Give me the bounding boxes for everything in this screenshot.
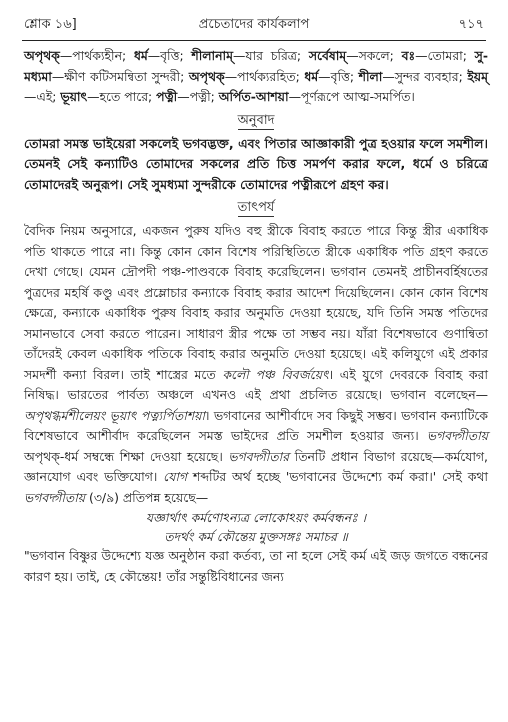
synonym-word: বঃ bbox=[401, 48, 416, 63]
synonym-meaning: —সুন্দর ব্যবহার; bbox=[382, 68, 468, 84]
synonym-meaning: —বৃত্তি; bbox=[147, 48, 192, 63]
synonym-word: অপৃথক্ bbox=[188, 68, 225, 84]
book-title-italic: ভগবদ্গীতায় bbox=[24, 489, 86, 505]
purport-paragraph: বৈদিক নিয়ম অনুসারে, একজন পুরুষ যদিও বহু স্ত্রীকে বিবাহ করতে পারে কিন্তু স্ত্রীর একাধিক পতি থাকতে পারে না। কিন্তু কোন কোন বিশেষ পরিস্থিতিতে স্ত্রীকে একাধিক পতি গ্রহণ করতে দেখা গেছে। যেমন দ্রৌপদী পঞ্চ-পাণ্ডবকে বিবাহ করেছিলেন। ভগবান তেমনই প্রাচীনবর্হিষতের পুত্রদের মহর্ষি কণ্ডু এবং প্রম্লোচার কন্যাকে বিবাহ করার আদেশ দিয়েছিলেন। কোন কোন বিশেষ ক্ষেত্রে, কন্যাকে একাধিক পুরুষ বিবাহ করার অনুমতি দেওয়া হয়েছে, যদি তিনি সমস্ত পতিদের সমানভাবে সেবা করতে পারেন। সাধারণ স্ত্রীর পক্ষে তা সম্ভব নয়। যাঁরা বিশেষভাবে গুণান্বিতা তাঁদেরই কেবল একাধিক পতিকে বিবাহ করার অনুমতি দেওয়া হয়েছে। এই কলিযুগে এই প্রকার সমদর্শী কন্যা বিরল। তাই শাস্ত্রের মতে কলৌ পঞ্চ বিবর্জয়েৎ। এই যুগে দেবরকে বিবাহ করা নিষিদ্ধ। ভারতের পার্বত্য অঞ্চলে এখনও এই প্রথা প্রচলিত রয়েছে। ভগবান বলেছেন—অপৃথগ্ধর্মশীলেয়ং ভূয়াৎ পত্ন্যর্পিতাশয়া। ভগবানের আশীর্বাদে সব কিছুই সম্ভব। ভগবান কন্যাটিকে বিশেষভাবে আশীর্বাদ করেছিলেন সমস্ত ভাইদের প্রতি সমশীল হওয়ার জন্য। ভগবদ্গীতায় অপৃথক্-ধর্ম সম্বন্ধে শিক্ষা দেওয়া হয়েছে। ভগবদ্গীতার তিনটি প্রধান বিভাগ রয়েছে—কর্মযোগ, জ্ঞানযোগ এবং ভক্তিযোগ। যোগ শব্দটির অর্থ হচ্ছে 'ভগবানের উদ্দেশ্যে কর্ম করা।' সেই কথা ভগবদ্গীতায় (৩/৯) প্রতিপন্ন হয়েছে— bbox=[24, 223, 488, 505]
translation-line: ফলে সমশীল। তেমনই সেই কন্যাটিও তোমাদের সকলের প্রতি চিত্ত সমর্পণ bbox=[24, 135, 488, 171]
translation-line: তোমাদের পত্নীরূপে গ্রহণ কর। bbox=[240, 176, 389, 192]
page-header bbox=[24, 14, 484, 36]
synonym-word: পত্নী bbox=[156, 89, 178, 104]
page-content bbox=[24, 46, 488, 587]
synonym-meaning: —পার্থক্যরহিত; bbox=[224, 68, 305, 84]
synonym-word: শীলা bbox=[358, 68, 383, 84]
synonym-word: অপৃথক্ bbox=[24, 48, 60, 63]
verse-reference: শ্লোক ১৬] bbox=[24, 17, 77, 32]
synonym-meaning: — bbox=[318, 68, 331, 84]
book-title-italic: ভগবদ্গীতায় bbox=[426, 428, 488, 443]
header-rule bbox=[22, 40, 486, 41]
synonym-meaning: —পত্নী; bbox=[177, 89, 219, 104]
synonym-meaning: —পূর্ণরূপে আত্ম-সমর্পিত। bbox=[288, 89, 415, 104]
translation-line: করার ফলে, ধর্মে ও চরিত্রে তোমাদেরই অনুরূপ। সেই সুমধ্যমা সুন্দরীকে bbox=[24, 156, 489, 192]
synonym-word: আশয়া bbox=[255, 89, 289, 104]
purport-heading: তাৎপর্য bbox=[237, 200, 275, 215]
synonym-meaning: —পার্থক্যহীন; bbox=[59, 48, 134, 63]
synonym-meaning: —তোমরা; bbox=[415, 48, 475, 63]
synonym-word: সু-মধ্যমা bbox=[24, 48, 488, 84]
translation-line: তোমরা সমস্ত ভাইয়েরা সকলেই ভগবদ্ভক্ত, এবং পিতার আজ্ঞাকারী পুত্র হওয়ার bbox=[24, 135, 416, 151]
purport-paragraph: "ভগবান বিষ্ণুর উদ্দেশ্যে যজ্ঞ অনুষ্ঠান করা কর্তব্য, তা না হলে সেই কর্ম এই জড় জগতে বন্ধনের কারণ হয়। তাই, হে কৌন্তেয়! তাঁর সন্তুষ্টিবিধানের জন্য bbox=[24, 548, 488, 584]
synonym-word: সর্বেষাম্ bbox=[308, 48, 347, 63]
quote-italic: অপৃথগ্ধর্মশীলেয়ং ভূয়াৎ পত্ন্যর্পিতাশয়া bbox=[24, 407, 206, 423]
synonym-word: অর্পিত- bbox=[218, 89, 256, 104]
synonym-meaning: —ক্ষীণ কটিসমন্বিতা সুন্দরী; bbox=[51, 68, 189, 84]
synonym-word: ভূয়াৎ bbox=[60, 89, 88, 104]
quote-italic: কলৌ পঞ্চ বিবর্জয়েৎ bbox=[222, 366, 329, 382]
synonym-word: শীলানাম্ bbox=[191, 48, 233, 63]
synonym-word: ধর্ম bbox=[133, 48, 148, 63]
synonym-meaning: —যার চরিত্র; bbox=[233, 48, 309, 63]
chapter-title: প্রচেতাদের কার্যকলাপ bbox=[198, 17, 310, 32]
synonym-word: ধর্ম bbox=[304, 68, 319, 84]
translation-text bbox=[24, 134, 488, 196]
synonym-meaning: বৃত্তি; bbox=[330, 68, 359, 84]
translation-heading: অনুবাদ bbox=[237, 112, 275, 128]
verse-line: তদর্থং কর্ম কৌন্তেয় মুক্তসঙ্গঃ সমাচর ॥ bbox=[164, 529, 348, 544]
synonym-meaning: —সকলে; bbox=[346, 48, 394, 63]
synonyms-line bbox=[24, 46, 488, 108]
synonym-meaning: —এই; bbox=[24, 89, 61, 104]
synonym-meaning: —হতে পারে; bbox=[87, 89, 157, 104]
verse-line: যজ্ঞার্থাৎ কর্মণোঽন্যত্র লোকোঽয়ং কর্মবন্ধনঃ । bbox=[145, 510, 367, 525]
sanskrit-verse bbox=[24, 508, 488, 546]
term-italic: যোগ bbox=[163, 469, 188, 484]
synonym-word: ইয়ম্ bbox=[467, 68, 488, 84]
book-title-italic: ভগবদ্গীতার bbox=[228, 448, 290, 464]
page-number: ৭১৭ bbox=[458, 17, 484, 32]
